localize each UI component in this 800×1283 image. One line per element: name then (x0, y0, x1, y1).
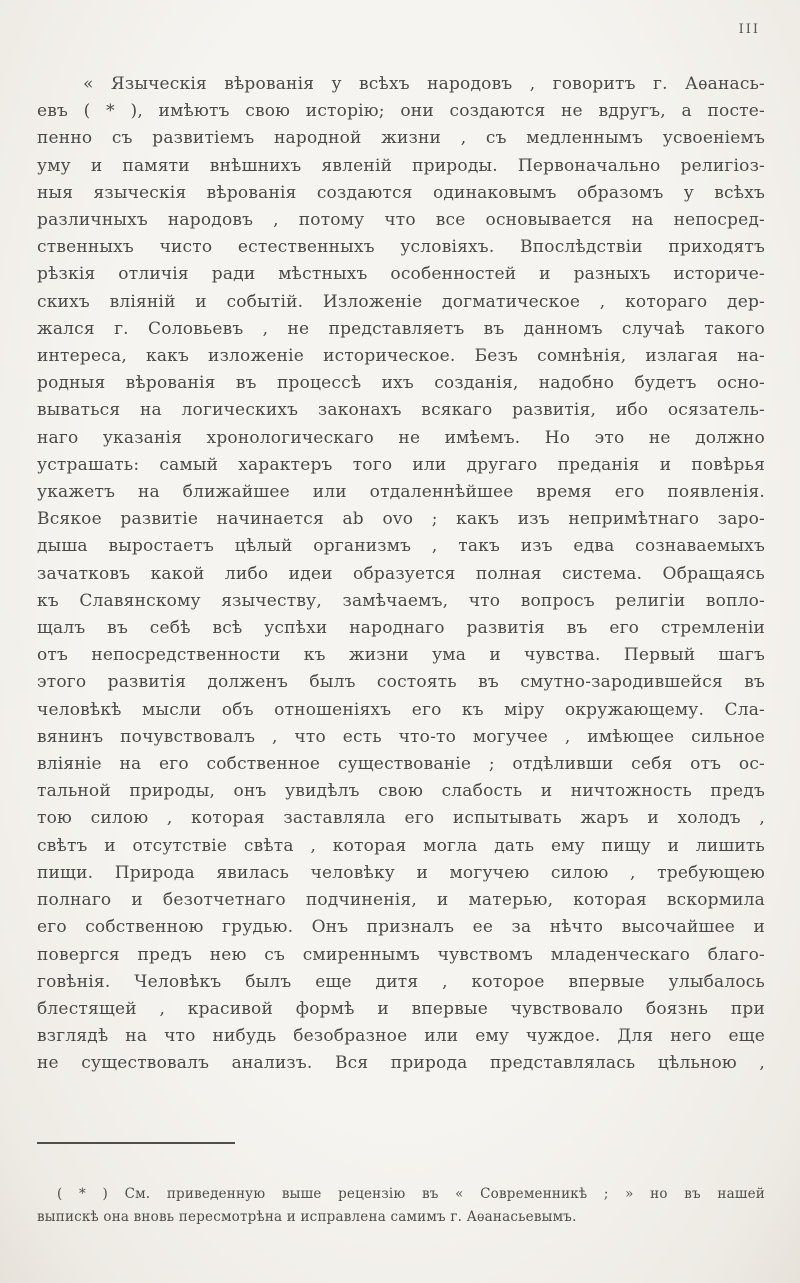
text-line: вываться на логическихъ законахъ всякаго развитія, ибо осязатель- (37, 400, 765, 421)
text-line: отъ непосредственности къ жизни ума и чувства. Первый шагъ (37, 645, 765, 666)
text-line: различныхъ народовъ , потому что все основывается на непосред- (37, 210, 765, 231)
footnote-line: выпискѣ она вновь пересмотрѣна и исправлена самимъ г. Аѳанасьевымъ. (37, 1208, 577, 1225)
text-line: не существовалъ анализъ. Вся природа представлялась цѣльною , (37, 1053, 765, 1074)
text-line: пищи. Природа явилась человѣку и могучею силою , требующею (37, 862, 765, 883)
text-line: Всякое развитіе начинается ab ovo ; какъ изъ непримѣтнаго заро- (37, 509, 765, 530)
footnote (37, 1183, 765, 1228)
text-line: уму и памяти внѣшнихъ явленій природы. Первоначально религіоз- (37, 155, 765, 176)
text-line: укажетъ на ближайшее или отдаленнѣйшее время его появленія. (37, 482, 765, 503)
text-line: ныя языческія вѣрованія создаются одинаковымъ образомъ у всѣхъ (37, 182, 765, 203)
text-line: свѣтъ и отсутствіе свѣта , которая могла дать ему пищу и лишить (37, 835, 765, 856)
text-line: вянинъ почувствовалъ , что есть что-то могучее , имѣющее сильное (37, 726, 765, 747)
text-line: полнаго и безотчетнаго подчиненія, и матерью, которая вскормила (37, 890, 765, 911)
text-line: рѣзкія отличія ради мѣстныхъ особенностей и разныхъ историче- (37, 264, 765, 285)
text-line: « Языческія вѣрованія у всѣхъ народовъ , говоритъ г. Аѳанась- (83, 74, 765, 94)
text-line: къ Славянскому язычеству, замѣчаемъ, что вопросъ религіи вопло- (37, 590, 765, 611)
text-line: щалъ въ себѣ всѣ успѣхи народнаго развитія въ его стремленіи (37, 618, 765, 639)
text-line: человѣкѣ мысли объ отношеніяхъ его къ міру окружающему. Сла- (37, 699, 765, 720)
text-line: этого развитія долженъ былъ состоять въ смутно-зародившейся въ (37, 672, 765, 693)
text-line: зачатковъ какой либо идеи образуется полная система. Обращаясь (37, 563, 765, 584)
text-line: жался г. Соловьевъ , не представляетъ въ данномъ случаѣ такого (37, 318, 765, 339)
text-line: родныя вѣрованія въ процессѣ ихъ созданія, надобно будетъ осно- (37, 373, 765, 394)
text-line: евъ ( * ), имѣютъ свою исторію; они создаются не вдругъ, а посте- (37, 101, 765, 122)
text-line: интереса, какъ изложеніе историческое. Безъ сомнѣнія, излагая на- (37, 346, 765, 367)
text-line: устрашать: самый характеръ того или другаго преданія и повѣрья (37, 454, 765, 475)
text-line: блестящей , красивой формѣ и впервые чувствовало боязнь при (37, 998, 765, 1019)
page-number: III (738, 22, 760, 37)
text-line: взглядѣ на что нибудь безобразное или ему чуждое. Для него еще (37, 1026, 765, 1047)
text-line: его собственною грудью. Онъ призналъ ее за нѣчто высочайшее и (37, 917, 765, 938)
text-line: вліяніе на его собственное существованіе ; отдѣливши себя отъ ос- (37, 754, 765, 775)
footnote-line: ( * ) См. приведенную выше рецензію въ « Современникѣ ; » но въ нашей (57, 1186, 765, 1202)
text-line: говѣнія. Человѣкъ былъ еще дитя , которое впервые улыбалось (37, 971, 765, 992)
text-line: тальной природы, онъ увидѣлъ свою слабость и ничтожность предъ (37, 781, 765, 802)
text-line: пенно съ развитіемъ народной жизни , съ медленнымъ усвоеніемъ (37, 128, 765, 149)
text-line: ственныхъ чисто естественныхъ условіяхъ. Впослѣдствіи приходятъ (37, 237, 765, 258)
footnote-divider (37, 1142, 235, 1144)
main-paragraph (37, 71, 765, 1078)
text-line: наго указанія хронологическаго не имѣемъ. Но это не должно (37, 427, 765, 448)
text-line: повергся предъ нею съ смиреннымъ чувствомъ младенческаго благо- (37, 944, 765, 965)
text-line: тою силою , которая заставляла его испытывать жаръ и холодъ , (37, 808, 765, 829)
text-line: дыша выростаетъ цѣлый организмъ , такъ изъ едва сознаваемыхъ (37, 536, 765, 557)
text-line: скихъ вліяній и событій. Изложеніе догматическое , котораго дер- (37, 291, 765, 312)
